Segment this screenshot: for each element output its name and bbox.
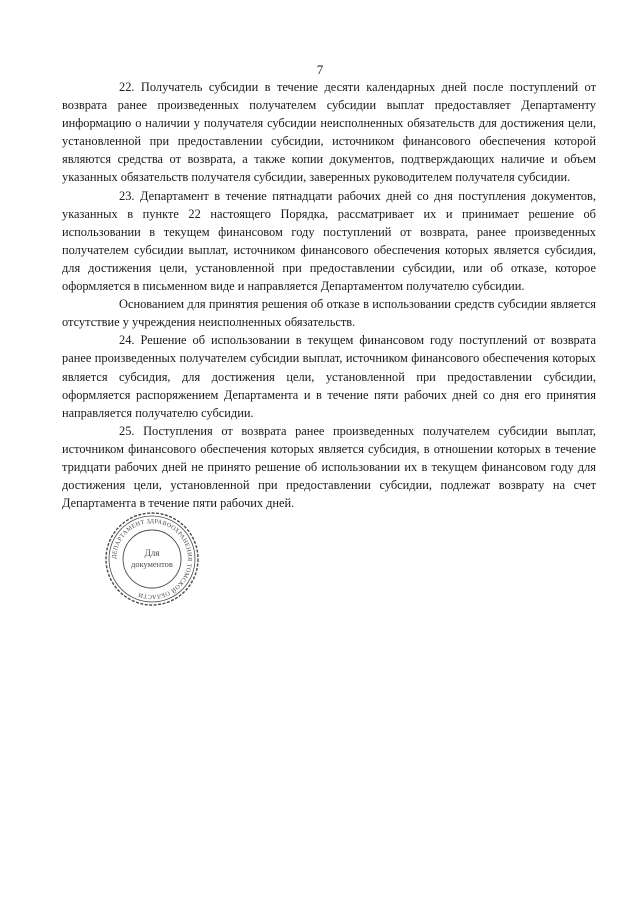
stamp-center-line2: документов — [131, 560, 173, 569]
paragraph-24: 24. Решение об использовании в текущем финансовом году поступлений от возврата ранее произведенных получателем субсидии выплат, источником финансового обеспечения которых является субсидия, для достижения цели, установленной при предоставлении субсидии, оформляется распоряжением Департамента и в течение пяти рабочих дней со дня его принятия направляется получателю субсидии. — [62, 333, 596, 420]
stamp-center-line1: Для — [144, 548, 160, 558]
paragraph-23-note: Основанием для принятия решения об отказе в использовании средств субсидии является отсутствие у учреждения неисполненных обязательств. — [62, 297, 596, 330]
paragraph-22: 22. Получатель субсидии в течение десяти календарных дней после поступлений от возврата ранее произведенных получателем субсидии выплат предоставляет Департаменту информацию о наличии у получателя субсидии неисполненных обязательств для достижения цели, установленной при предоставлении субсидии, источником финансового обеспечения которой являются средства от возврата, а также копии документов, подтверждающих наличие и объем указанных обязательств получателя субсидии, заверенных руководителем получателя субсидии. — [62, 80, 596, 185]
stamp-ring-text: ДЕПАРТАМЕНТ ЗДРАВООХРАНЕНИЯ ТОМСКОЙ ОБЛАСТИ — [110, 517, 194, 601]
document-body — [62, 78, 596, 512]
paragraph-23: 23. Департамент в течение пятнадцати рабочих дней со дня поступления документов, указанных в пункте 22 настоящего Порядка, рассматривает их и принимает решение об использовании в текущем финансовом году поступлений от возврата, ранее произведенных получателем субсидии выплат, источником финансового обеспечения которых является субсидия, для достижения цели, установленной при предоставлении субсидии, или об отказе, которое оформляется в письменном виде и направляется Департаментом получателю субсидии. — [62, 188, 596, 294]
official-stamp — [103, 510, 201, 608]
page-number: 7 — [316, 62, 324, 77]
paragraph-25: 25. Поступления от возврата ранее произведенных получателем субсидии выплат, источником финансового обеспечения которых является субсидия, в отношении которых в течение тридцати рабочих дней не принято решение об использовании их в текущем финансовом году для достижения цели, установленной при предоставлении субсидии, подлежат возврату на счет Департамента в течение пяти рабочих дней. — [62, 423, 596, 511]
